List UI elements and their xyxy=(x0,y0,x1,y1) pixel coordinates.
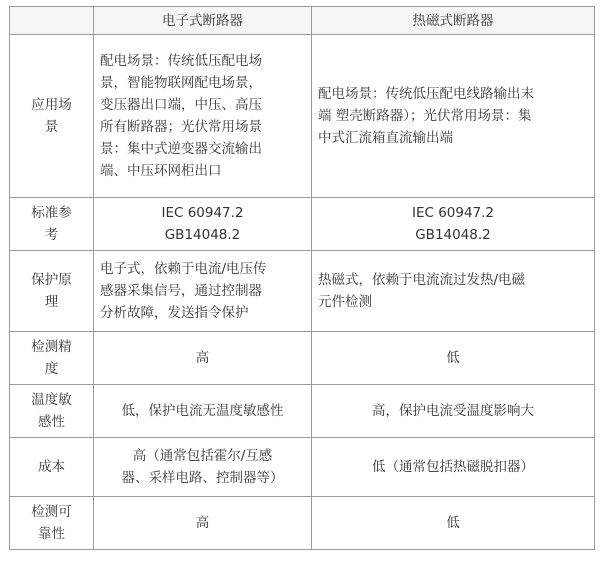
cell-electronic-application xyxy=(94,35,312,198)
row-label-line: 检测可 xyxy=(31,504,72,520)
row-label-line: 景 xyxy=(44,119,59,135)
cell-line: IEC 60947.2 xyxy=(411,205,495,221)
row-label-standard xyxy=(10,198,94,251)
table-row xyxy=(10,385,595,438)
row-label-application xyxy=(10,35,94,198)
cell-line: 高，保护电流受温度影响大 xyxy=(372,403,534,419)
cell-line: GB14048.2 xyxy=(415,227,491,243)
table-row xyxy=(10,198,595,251)
cell-line: 配电场景：传统低压配电场 xyxy=(100,53,262,69)
row-label-line: 成本 xyxy=(38,459,65,475)
row-label-line: 检测精 xyxy=(31,339,72,355)
comparison-table xyxy=(9,6,595,550)
row-label-principle xyxy=(10,251,94,332)
header-electronic-breaker: 电子式断路器 xyxy=(94,7,312,35)
cell-line: 低 xyxy=(446,515,460,531)
cell-electronic-reliability xyxy=(94,497,312,550)
cell-line: 高（通常包括霍尔/互感 xyxy=(132,448,273,464)
cell-thermal-cost xyxy=(312,438,595,497)
cell-electronic-temperature xyxy=(94,385,312,438)
table-row xyxy=(10,332,595,385)
table-header-row xyxy=(10,7,595,35)
cell-line: 热磁式，依赖于电流流过发热/电磁 xyxy=(318,272,526,288)
cell-line: 低 xyxy=(446,350,460,366)
cell-thermal-temperature xyxy=(312,385,595,438)
table-row xyxy=(10,35,595,198)
header-thermal-magnetic-breaker: 热磁式断路器 xyxy=(312,7,595,35)
row-label-cost xyxy=(10,438,94,497)
cell-line: 中式汇流箱直流输出端 xyxy=(318,130,453,146)
cell-thermal-reliability xyxy=(312,497,595,550)
cell-line: 变压器出口端，中压、高压 xyxy=(100,97,262,113)
cell-line: 元件检测 xyxy=(318,294,372,310)
cell-line: 配电场景：传统低压配电线路输出末 xyxy=(318,86,534,102)
row-label-reliability xyxy=(10,497,94,550)
row-label-temperature xyxy=(10,385,94,438)
header-corner-cell xyxy=(10,7,94,35)
table-row xyxy=(10,438,595,497)
row-label-line: 理 xyxy=(44,294,59,310)
cell-line: 端、中压环网柜出口 xyxy=(100,163,222,179)
table-row xyxy=(10,497,595,550)
cell-line: 高 xyxy=(195,350,210,366)
cell-line: 感器采集信号，通过控制器 xyxy=(100,283,262,299)
row-label-line: 度 xyxy=(44,361,59,377)
row-label-line: 标准参 xyxy=(31,205,72,221)
cell-line: 电子式，依赖于电流/电压传 xyxy=(100,261,267,277)
cell-thermal-standard xyxy=(312,198,595,251)
cell-line: 低（通常包括热磁脱扣器） xyxy=(372,459,534,475)
cell-line: IEC 60947.2 xyxy=(161,205,244,221)
cell-line: GB14048.2 xyxy=(164,227,241,243)
cell-line: 端 塑壳断路器）；光伏常用场景：集 xyxy=(318,108,532,124)
row-label-line: 考 xyxy=(44,227,59,243)
row-label-accuracy xyxy=(10,332,94,385)
row-label-line: 靠性 xyxy=(38,526,65,542)
cell-thermal-accuracy xyxy=(312,332,595,385)
row-label-line: 温度敏 xyxy=(31,392,72,408)
cell-line: 器、采样电路、控制器等） xyxy=(121,470,284,486)
cell-line: 高 xyxy=(195,515,210,531)
row-label-line: 保护原 xyxy=(31,272,72,288)
cell-electronic-principle xyxy=(94,251,312,332)
cell-electronic-standard xyxy=(94,198,312,251)
cell-line: 分析故障，发送指令保护 xyxy=(100,305,249,321)
table-row xyxy=(10,251,595,332)
cell-electronic-cost xyxy=(94,438,312,497)
cell-line: 所有断路器；光伏常用场景 xyxy=(100,119,262,135)
cell-electronic-accuracy xyxy=(94,332,312,385)
cell-line: 低，保护电流无温度敏感性 xyxy=(121,403,284,419)
cell-line: 景，智能物联网配电场景， xyxy=(100,75,262,91)
cell-thermal-application xyxy=(312,35,595,198)
row-label-line: 应用场 xyxy=(31,97,72,113)
cell-line: 景：集中式逆变器交流输出 xyxy=(100,141,262,157)
cell-thermal-principle xyxy=(312,251,595,332)
row-label-line: 感性 xyxy=(38,414,65,430)
